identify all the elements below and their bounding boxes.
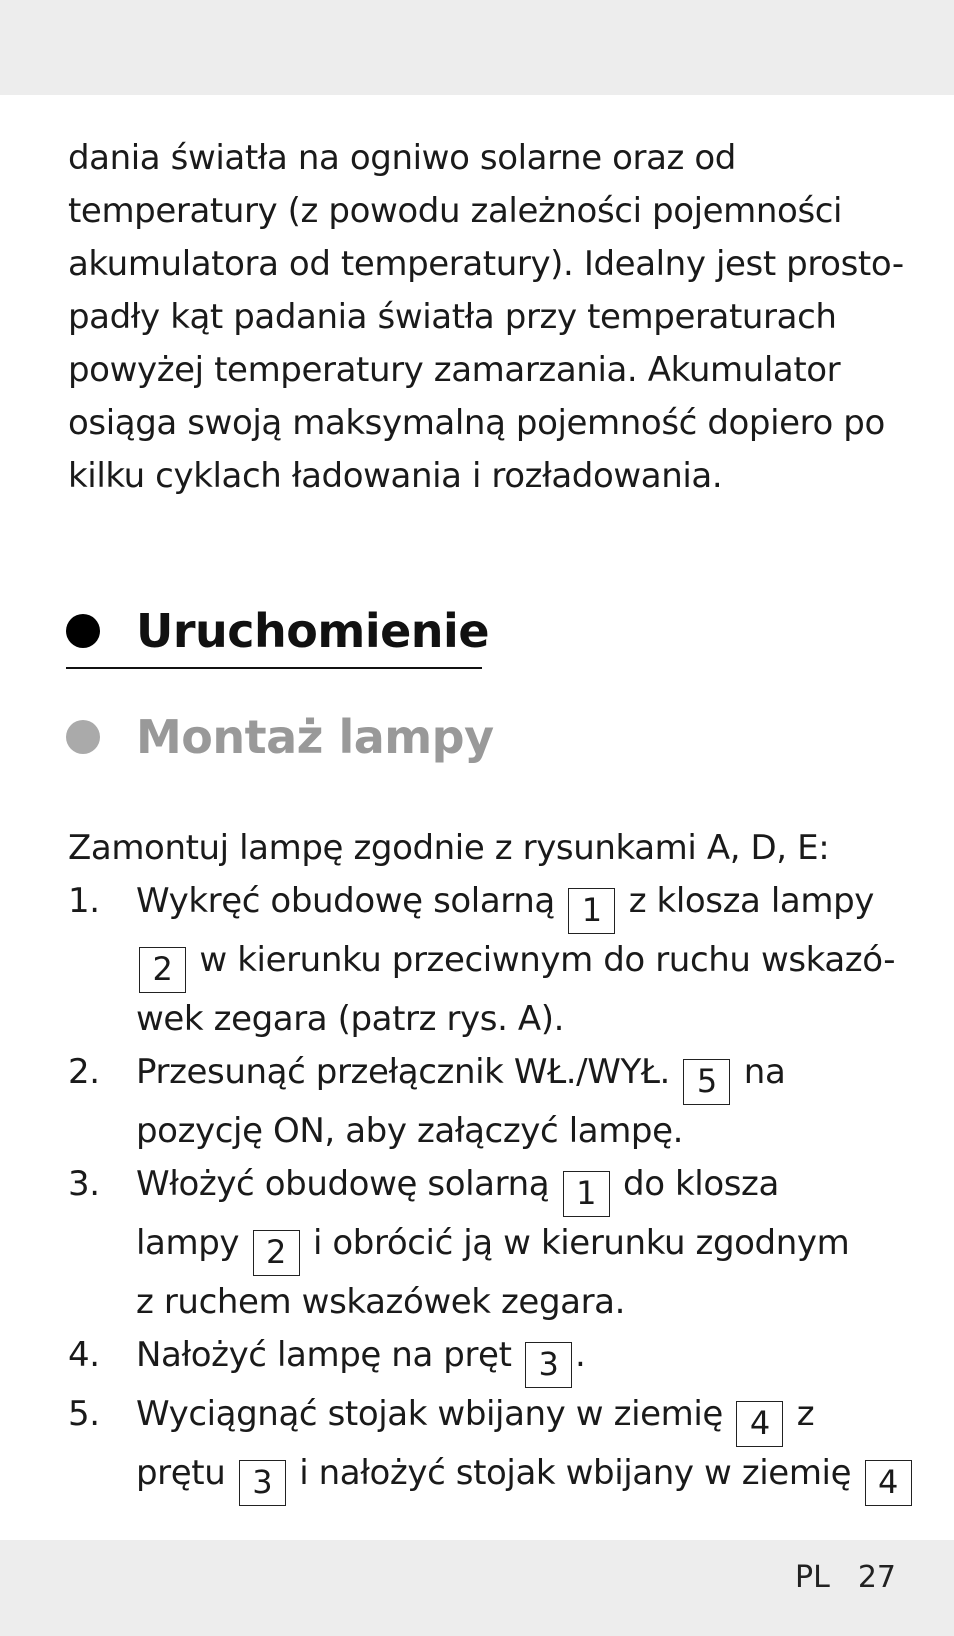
intro-line: dania światła na ogniwo solarne oraz od xyxy=(68,138,736,178)
intro-line: padły kąt padania światła przy temperaturach xyxy=(68,297,837,337)
step-number: 5. xyxy=(68,1394,100,1434)
step-line xyxy=(136,1158,938,1217)
step-text xyxy=(136,1046,938,1158)
part-reference-box: 3 xyxy=(239,1460,286,1506)
page-footer xyxy=(795,1560,896,1595)
step-text-fragment: prętu xyxy=(136,1453,226,1493)
step-line: wek zegara (patrz rys. A). xyxy=(136,999,565,1039)
part-reference-box: 2 xyxy=(139,947,186,993)
step-text-fragment: Przesunąć przełącznik WŁ./WYŁ. xyxy=(136,1052,670,1092)
intro-line: kilku cyklach ładowania i rozładowania. xyxy=(68,456,723,496)
step-number: 1. xyxy=(68,881,100,921)
section-heading-text: Uruchomienie xyxy=(136,604,490,658)
step-text-fragment: i obrócić ją w kierunku zgodnym xyxy=(312,1223,850,1263)
intro-line: powyżej temperatury zamarzania. Akumulator xyxy=(68,350,841,390)
step-5 xyxy=(68,1388,938,1506)
page-number: 27 xyxy=(857,1560,896,1595)
subsection-heading-text: Montaż lampy xyxy=(136,710,494,764)
step-line: pozycję ON, aby załączyć lampę. xyxy=(136,1111,684,1151)
step-text-fragment: z klosza lampy xyxy=(628,881,874,921)
page-header-band xyxy=(0,0,954,95)
step-text xyxy=(136,875,938,1046)
step-number: 4. xyxy=(68,1335,100,1375)
part-reference-box: 3 xyxy=(525,1342,572,1388)
step-text-fragment: Wyciągnąć stojak wbijany w ziemię xyxy=(136,1394,723,1434)
intro-line: akumulatora od temperatury). Idealny jest prosto- xyxy=(68,244,904,284)
heading-underline xyxy=(66,667,482,669)
step-line xyxy=(136,1217,938,1276)
step-text-fragment: z xyxy=(796,1394,815,1434)
step-line: z ruchem wskazówek zegara. xyxy=(136,1282,625,1322)
part-reference-box: 1 xyxy=(568,888,615,934)
step-line xyxy=(136,1388,938,1447)
step-line xyxy=(136,1329,938,1388)
section-bullet-icon xyxy=(66,614,100,648)
intro-line: osiąga swoją maksymalną pojemność dopiero po xyxy=(68,403,885,443)
step-text-fragment: Włożyć obudowę solarną xyxy=(136,1164,550,1204)
step-text-fragment: na xyxy=(743,1052,786,1092)
step-4 xyxy=(68,1329,938,1388)
step-text-fragment: lampy xyxy=(136,1223,240,1263)
step-text xyxy=(136,1329,938,1388)
part-reference-box: 2 xyxy=(253,1230,300,1276)
step-line xyxy=(136,934,938,993)
language-code: PL xyxy=(795,1560,830,1595)
section-heading-uruchomienie xyxy=(66,604,489,658)
step-text-fragment: w kierunku przeciwnym do ruchu wskazó- xyxy=(199,940,896,980)
step-1 xyxy=(68,875,938,1046)
step-text-fragment: Nałożyć lampę na pręt xyxy=(136,1335,512,1375)
part-reference-box: 5 xyxy=(683,1059,730,1105)
step-line xyxy=(136,1447,938,1506)
step-text xyxy=(136,1388,938,1506)
intro-line: temperatury (z powodu zależności pojemności xyxy=(68,191,843,231)
step-text-fragment: i nałożyć stojak wbijany w ziemię xyxy=(299,1453,852,1493)
part-reference-box: 4 xyxy=(736,1401,783,1447)
step-text xyxy=(136,1158,938,1329)
assembly-instructions xyxy=(68,822,938,1506)
step-text-fragment: Wykręć obudowę solarną xyxy=(136,881,555,921)
intro-paragraph xyxy=(68,132,928,503)
subsection-heading-montaz-lampy xyxy=(66,710,494,764)
step-3 xyxy=(68,1158,938,1329)
step-line xyxy=(136,875,938,934)
part-reference-box: 1 xyxy=(563,1171,610,1217)
step-text-fragment: . xyxy=(574,1335,586,1375)
instructions-lead: Zamontuj lampę zgodnie z rysunkami A, D, E: xyxy=(68,828,830,868)
step-2 xyxy=(68,1046,938,1158)
step-text-fragment: do klosza xyxy=(623,1164,779,1204)
part-reference-box: 4 xyxy=(865,1460,912,1506)
step-number: 3. xyxy=(68,1164,100,1204)
subsection-bullet-icon xyxy=(66,720,100,754)
step-line xyxy=(136,1046,938,1105)
step-number: 2. xyxy=(68,1052,100,1092)
